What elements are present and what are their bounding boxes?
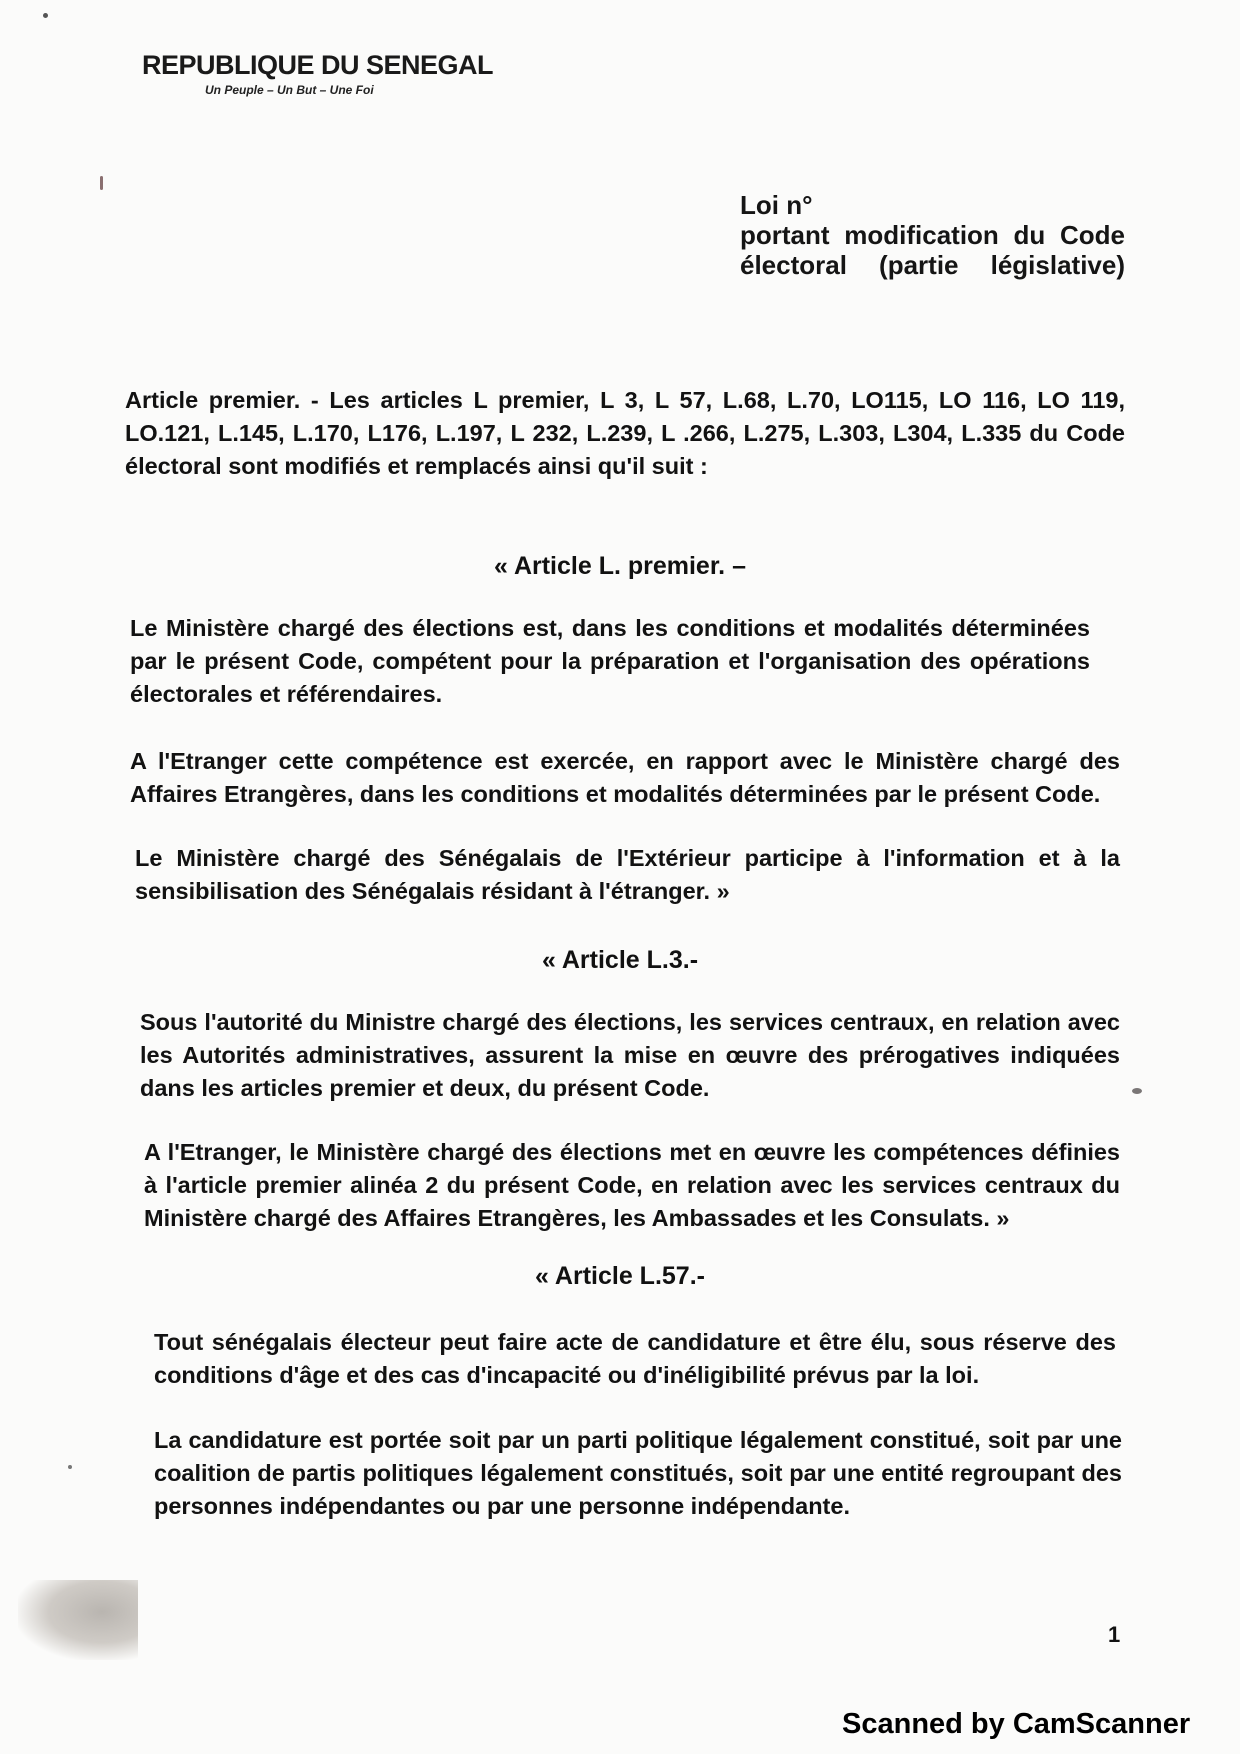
scan-speck	[68, 1465, 72, 1469]
national-motto: Un Peuple – Un But – Une Foi	[205, 83, 374, 97]
law-subject: portant modification du Code électoral (partie législative)	[740, 220, 1125, 280]
document-header	[142, 50, 493, 97]
article-paragraph: Le Ministère chargé des élections est, dans les conditions et modalités déterminées par le présent Code, compétent pour la préparation et l'organisation des opérations électorales et référendaires.	[130, 615, 1090, 707]
scanner-watermark: Scanned by CamScanner	[842, 1708, 1191, 1740]
article-paragraph: Sous l'autorité du Ministre chargé des élections, les services centraux, en relation avec les Autorités administratives, assurent la mise en œuvre des prérogatives indiquées dans les articles premier et deux, du présent Code.	[140, 1009, 1120, 1101]
scan-speck	[100, 176, 103, 190]
article-title: « Article L.3.-	[541, 946, 699, 974]
scan-speck	[1132, 1088, 1142, 1094]
article-paragraph: Le Ministère chargé des Sénégalais de l'Extérieur participe à l'information et à la sensibilisation des Sénégalais résidant à l'étranger. »	[135, 845, 1120, 904]
article-title: « Article L.57.-	[535, 1262, 705, 1290]
scan-speck	[43, 13, 48, 18]
article-premier-block	[125, 384, 1125, 483]
law-heading	[740, 190, 1125, 280]
page-number: 1	[1108, 1622, 1121, 1647]
scan-smudge	[18, 1580, 138, 1660]
republic-title: REPUBLIQUE DU SENEGAL	[142, 50, 494, 80]
law-number: Loi n°	[740, 190, 813, 220]
article-paragraph: A l'Etranger cette compétence est exercée, en rapport avec le Ministère chargé des Affaires Etrangères, dans les conditions et modalités déterminées par le présent Code.	[130, 748, 1120, 807]
article-paragraph: Tout sénégalais électeur peut faire acte de candidature et être élu, sous réserve des conditions d'âge et des cas d'incapacité ou d'inéligibilité prévus par la loi.	[154, 1329, 1116, 1388]
article-title: « Article L. premier. –	[494, 552, 746, 580]
article-premier-label: Article premier. -	[125, 387, 319, 413]
article-premier-text: Les articles L premier, L 3, L 57, L.68, L.70, LO115, LO 116, LO 119, LO.121, L.145, L.170, L176, L.197, L 232, L.239, L .266, L.275, L.303, L304, L.335 du Code électoral sont modifiés et remplacés ainsi qu'il suit :	[125, 387, 1126, 479]
article-paragraph: La candidature est portée soit par un parti politique légalement constitué, soit par une coalition de partis politiques légalement constitués, soit par une entité regroupant des personnes indépendantes ou par une personne indépendante.	[154, 1427, 1122, 1519]
article-paragraph: A l'Etranger, le Ministère chargé des élections met en œuvre les compétences définies à l'article premier alinéa 2 du présent Code, en relation avec les services centraux du Ministère chargé des Affaires Etrangères, les Ambassades et les Consulats. »	[144, 1139, 1120, 1231]
